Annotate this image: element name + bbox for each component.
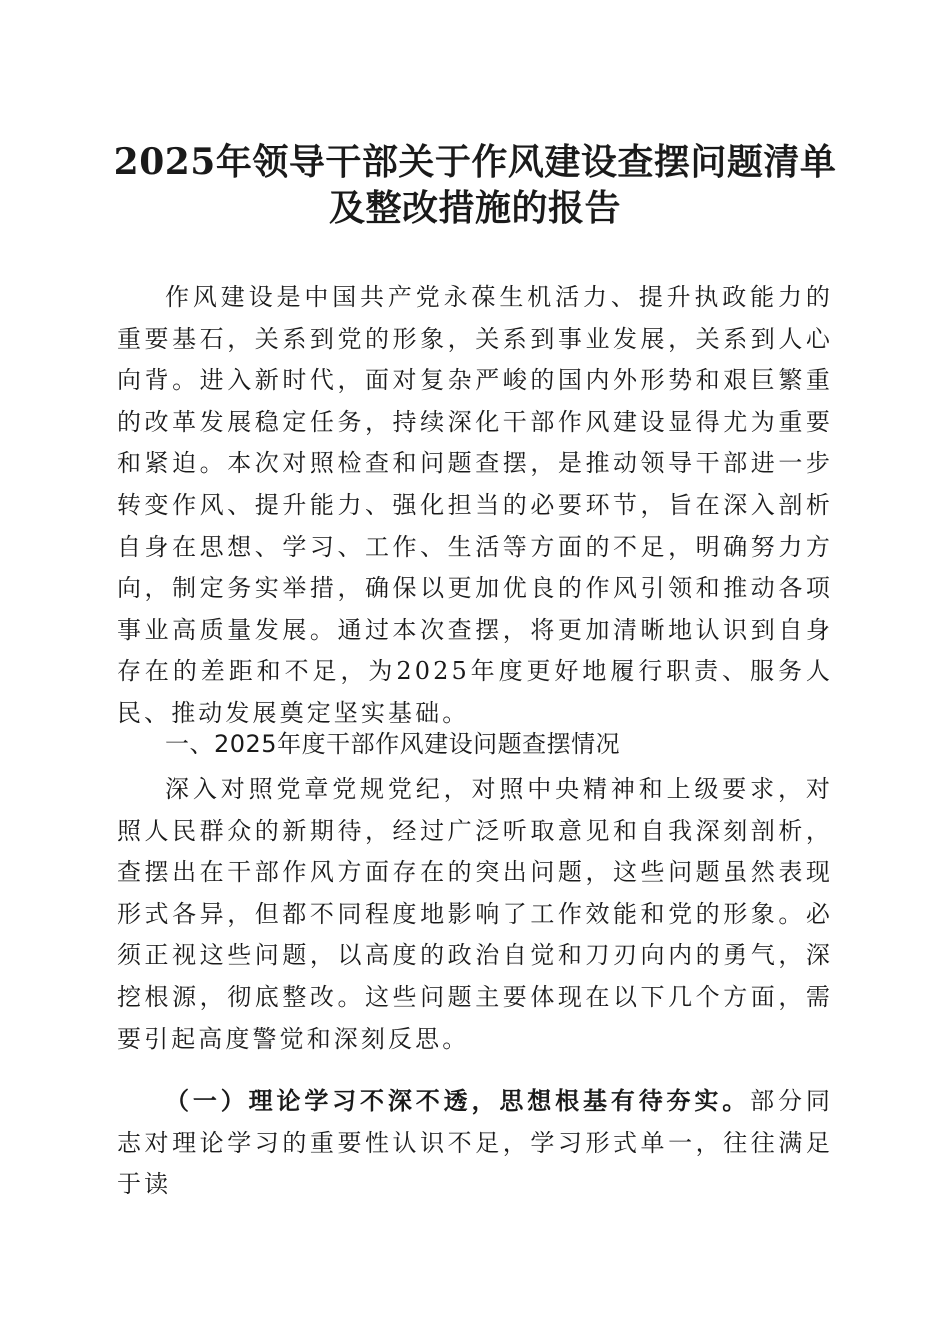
subsection-1-paragraph	[117, 1080, 833, 1206]
document-title-line-2: 及整改措施的报告	[328, 187, 621, 229]
subsection-1-text: 部分同志对理论学习的重要性认识不足，学习形式单一，往往满足于读	[117, 1087, 833, 1199]
section-1-heading: 一、2025年度干部作风建设问题查摆情况	[165, 730, 621, 758]
intro-paragraph: 作风建设是中国共产党永葆生机活力、提升执政能力的重要基石，关系到党的形象，关系到事业发展，关系到人心向背。进入新时代，面对复杂严峻的国内外形势和艰巨繁重的改革发展稳定任务，持续深化干部作风建设显得尤为重要和紧迫。本次对照检查和问题查摆，是推动领导干部进一步转变作风、提升能力、强化担当的必要环节，旨在深入剖析自身在思想、学习、工作、生活等方面的不足，明确努力方向，制定务实举措，确保以更加优良的作风引领和推动各项事业高质量发展。通过本次查摆，将更加清晰地认识到自身存在的差距和不足，为2025年度更好地履行职责、服务人民、推动发展奠定坚实基础。	[117, 283, 833, 727]
section-1-paragraph: 深入对照党章党规党纪，对照中央精神和上级要求，对照人民群众的新期待，经过广泛听取意见和自我深刻剖析，查摆出在干部作风方面存在的突出问题，这些问题虽然表现形式各异，但都不同程度地影响了工作效能和党的形象。必须正视这些问题，以高度的政治自觉和刀刃向内的勇气，深挖根源，彻底整改。这些问题主要体现在以下几个方面，需要引起高度警觉和深刻反思。	[117, 775, 833, 1053]
document-title-line-1: 2025年领导干部关于作风建设查摆问题清单	[113, 141, 837, 183]
subsection-1-lead: （一）理论学习不深不透，思想根基有待夯实。	[165, 1086, 751, 1115]
